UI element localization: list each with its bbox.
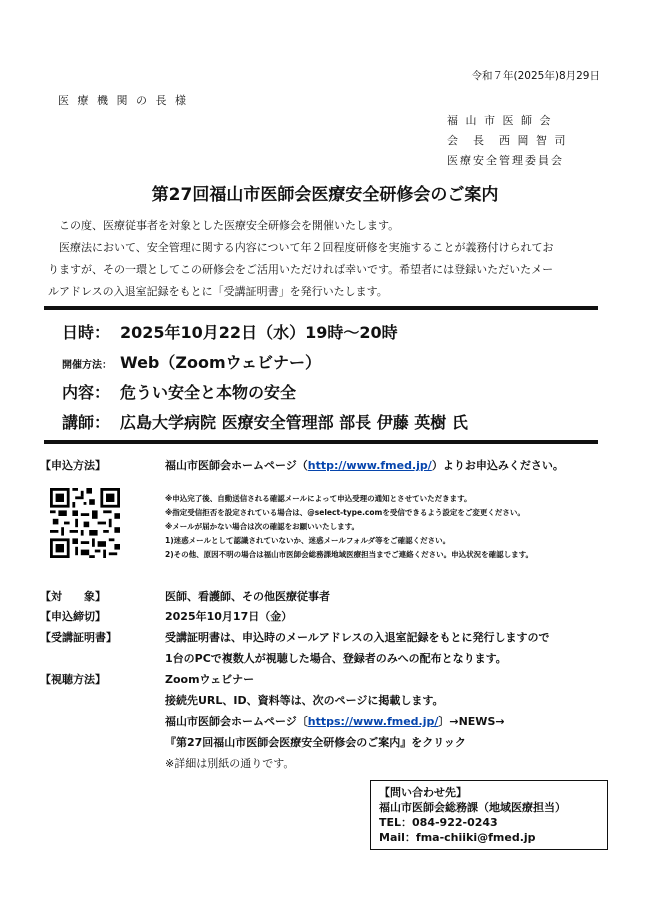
key-content: [62, 380, 296, 403]
viewing-line-5: ※詳細は別紙の通りです。: [165, 757, 295, 770]
key-method-value: Web（Zoomウェビナー）: [120, 353, 322, 372]
viewing-line-4: 『第27回福山市医師会医療安全研修会のご案内』をクリック: [165, 736, 466, 749]
target-label: 【対 象】: [40, 590, 106, 603]
key-lecturer-label: 講師：: [62, 413, 111, 432]
key-content-label: 内容：: [62, 383, 111, 402]
certificate-line-2: 1台のPCで複数人が視聴した場合、登録者のみへの配布となります。: [165, 652, 507, 665]
viewing-url-link[interactable]: https://www.fmed.jp/: [307, 715, 439, 728]
key-date: [62, 320, 398, 343]
apply-text-after: ）よりお申込みください。: [431, 459, 564, 472]
sender-org: 福 山 市 医 師 会: [447, 114, 553, 127]
apply-note: 1)迷惑メールとして認識されていないか、迷惑メールフォルダ等をご確認ください。: [165, 536, 451, 545]
viewing-line-1: Zoomウェビナー: [165, 673, 255, 686]
document-date: 令和７年(2025年)8月29日: [471, 70, 600, 82]
apply-note: 2)その他、原因不明の場合は福山市医師会総務課地域医療担当までご連絡ください。申込状況を確認します。: [165, 550, 534, 559]
sender-committee: 医療安全管理委員会: [447, 154, 564, 167]
intro-line-4: ルアドレスの入退室記録をもとに「受講証明書」を発行いたします。: [48, 285, 388, 298]
key-content-value: 危うい安全と本物の安全: [120, 383, 297, 402]
contact-tel: TEL：084-922-0243: [379, 816, 498, 829]
apply-text: [165, 457, 564, 473]
certificate-line-1: 受講証明書は、申込時のメールアドレスの入退室記録をもとに発行しますので: [165, 631, 550, 644]
apply-text-before: 福山市医師会ホームページ（: [165, 459, 308, 472]
key-date-value: 2025年10月22日（水）19時～20時: [120, 323, 398, 342]
apply-note: ※指定受信拒否を設定されている場合は、@select-type.comを受信できるよう設定をご変更ください。: [165, 508, 525, 517]
viewing-line-3-after: 〕→NEWS→: [438, 715, 505, 728]
contact-box: [370, 780, 608, 850]
viewing-line-2: 接続先URL、ID、資料等は、次のページに掲載します。: [165, 694, 444, 707]
viewing-line-3: [165, 713, 505, 729]
contact-dept: 福山市医師会総務課（地域医療担当）: [379, 801, 566, 814]
divider-top: [44, 306, 598, 310]
intro-text: [48, 215, 608, 303]
qr-code[interactable]: [50, 488, 120, 558]
apply-note: ※申込完了後、自動送信される確認メールによって申込受理の通知とさせていただきます。: [165, 494, 472, 503]
deadline-label: 【申込締切】: [40, 610, 106, 623]
key-date-label: 日時：: [62, 323, 111, 342]
addressee: 医 療 機 関 の 長 様: [58, 94, 189, 107]
intro-line-2: 医療法において、安全管理に関する内容について年２回程度研修を実施することが義務付けられてお: [59, 241, 554, 254]
viewing-label: 【視聴方法】: [40, 673, 106, 686]
apply-label: 【申込方法】: [40, 459, 106, 472]
intro-line-1: この度、医療従事者を対象とした医療安全研修会を開催いたします。: [59, 219, 400, 232]
page-title: 第27回福山市医師会医療安全研修会のご案内: [151, 185, 499, 205]
sender-chair: 会 長 西 岡 智 司: [447, 134, 568, 147]
intro-line-3: りますが、その一環としてこの研修会をご活用いただければ幸いです。希望者には登録いただいたメー: [48, 263, 554, 276]
certificate-label: 【受講証明書】: [40, 631, 117, 644]
apply-url-link[interactable]: http://www.fmed.jp/: [307, 459, 432, 472]
deadline-value: 2025年10月17日（金）: [165, 610, 293, 623]
viewing-line-3-before: 福山市医師会ホームページ〔: [165, 715, 308, 728]
contact-mail[interactable]: Mail：fma-chiiki@fmed.jp: [379, 831, 536, 844]
apply-notes: [165, 492, 605, 562]
key-lecturer: [62, 410, 468, 433]
key-lecturer-value: 広島大学病院 医療安全管理部 部長 伊藤 英樹 氏: [120, 413, 468, 432]
contact-heading: 【問い合わせ先】: [379, 786, 467, 799]
target-value: 医師、看護師、その他医療従事者: [165, 590, 330, 603]
apply-note: ※メールが届かない場合は次の確認をお願いいたします。: [165, 522, 360, 531]
divider-bottom: [44, 440, 598, 444]
key-method-label: 開催方法：: [62, 360, 112, 371]
key-method: [62, 350, 321, 373]
